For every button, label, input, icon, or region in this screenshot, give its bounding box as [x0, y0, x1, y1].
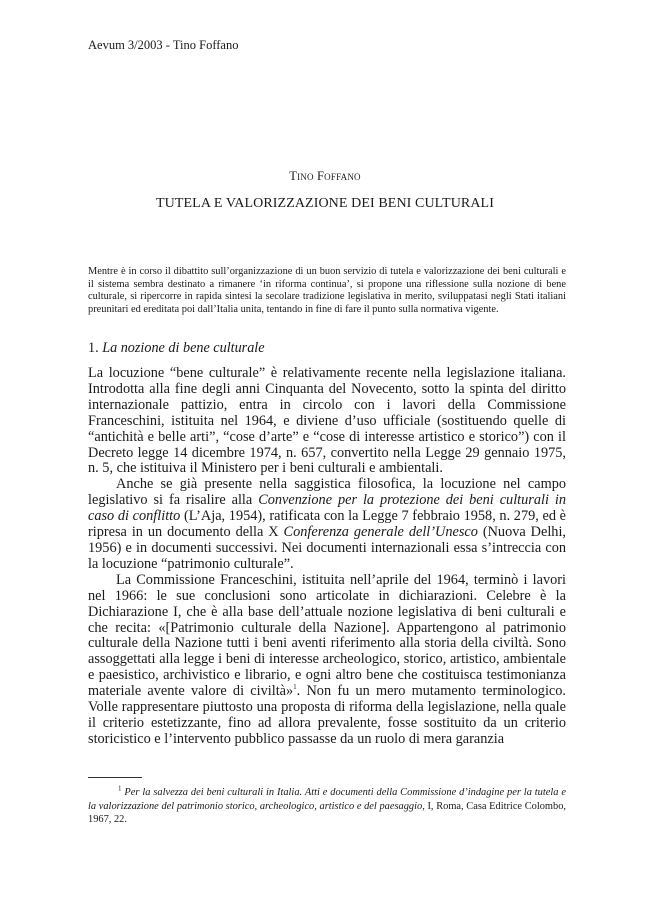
abstract: Mentre è in corso il dibattito sull’organizzazione di un buon servizio di tutela e valorizzazione dei beni culturali e il sistema sembra destinato a rimanere ‘in riforma continua’, si propone una riflessione sulla nozione di bene culturale, si ripercorre in rapida sintesi la secolare tradizione legislativa in merito, sviluppatasi negli Stati italiani preunitari ed ereditata poi dall’Italia unita, tentando in fine di fare il punto sulla normativa vigente.: [88, 266, 566, 316]
p3-text-a: La Commissione Franceschini, istituita nell’aprile del 1964, terminò i lavori nel 1966: le sue conclusioni sono articolate in dichiarazioni. Celebre è la Dichiarazione I, che è alla base dell’attuale nozione legislativa di beni culturali e che recita: «[Patrimonio culturale della Nazione]. Appartengono al patrimonio culturale della Nazione tutti i beni aventi riferimento alla storia della civiltà. Sono assoggettati alla legge i beni di interesse archeologico, storico, artistico, ambientale e paesistico, archivistico e librario, e ogni altro bene che costituisca testimonianza materiale avente valore di civiltà»: [88, 571, 566, 700]
p2-text-c: (L’Aja, 1954), ratificata con la Legge 7 febbraio 1958, n. 279, ed è ripresa in un documento della X: [88, 508, 566, 541]
footnote-citation: , I, Roma, Casa Editrice Colombo, 1967, 22.: [88, 800, 566, 826]
section-title: La nozione di bene culturale: [102, 340, 265, 356]
footnote-ref[interactable]: 1: [293, 683, 297, 692]
running-head: Aevum 3/2003 - Tino Foffano: [88, 38, 239, 52]
paragraph-1: La locuzione “bene culturale” è relativamente recente nella legislazione italiana. Introdotta alla fine degli anni Cinquanta del Novecento, sotto la spinta del diritto internazionale pattizio, entra in circolo con i lavori della Commissione Franceschini, istituita nel 1964, e diviene d’uso ufficiale (sostituendo quelle di “antichità e belle arti”, “cose d’arte” e “cose di interesse artistico e storico”) con il Decreto legge 14 dicembre 1974, n. 657, convertito nella Legge 29 gennaio 1975, n. 5, che istituiva il Ministero per i beni culturali e ambientali.: [88, 365, 566, 477]
body-text: [88, 366, 566, 748]
footnote-italic-title: Per la salvezza dei beni culturali in Italia. Atti e documenti della Commissione d’indagine per la tutela e la valorizzazione del patrimonio storico, archeologico, artistico e del paesaggio: [88, 787, 566, 812]
p3-text-b: . Non fu un mero mutamento terminologico. Volle rappresentare piuttosto una proposta di riforma della legislazione, nella quale il criterio estetizzante, fino ad allora prevalente, fosse sostituito da un criterio storicistico e l’intervento pubblico passasse da un ruolo di mera garanzia: [88, 683, 566, 747]
footnote: [88, 786, 566, 827]
article-title: TUTELA E VALORIZZAZIONE DEI BENI CULTURALI: [156, 196, 494, 211]
article-author: Tino Foffano: [289, 169, 361, 183]
p2-text-e: (Nuova Delhi, 1956) e in documenti successivi. Nei documenti internazionali essa s’intreccia con la locuzione “patrimonio culturale”.: [88, 524, 566, 572]
section-heading: [88, 340, 265, 357]
p2-text-a: Anche se già presente nella saggistica filosofica, la locuzione nel campo legislativo si fa risalire alla: [88, 476, 566, 509]
p2-convention-title: Convenzione per la protezione dei beni culturali in caso di conflitto: [88, 492, 566, 525]
footnote-separator: [88, 777, 142, 778]
footnote-mark: 1: [118, 784, 122, 793]
paragraph-2: [88, 477, 566, 572]
section-number: 1.: [88, 340, 99, 356]
paragraph-3: [88, 573, 566, 748]
p2-conference-title: Conferenza generale dell’Unesco: [283, 524, 478, 541]
